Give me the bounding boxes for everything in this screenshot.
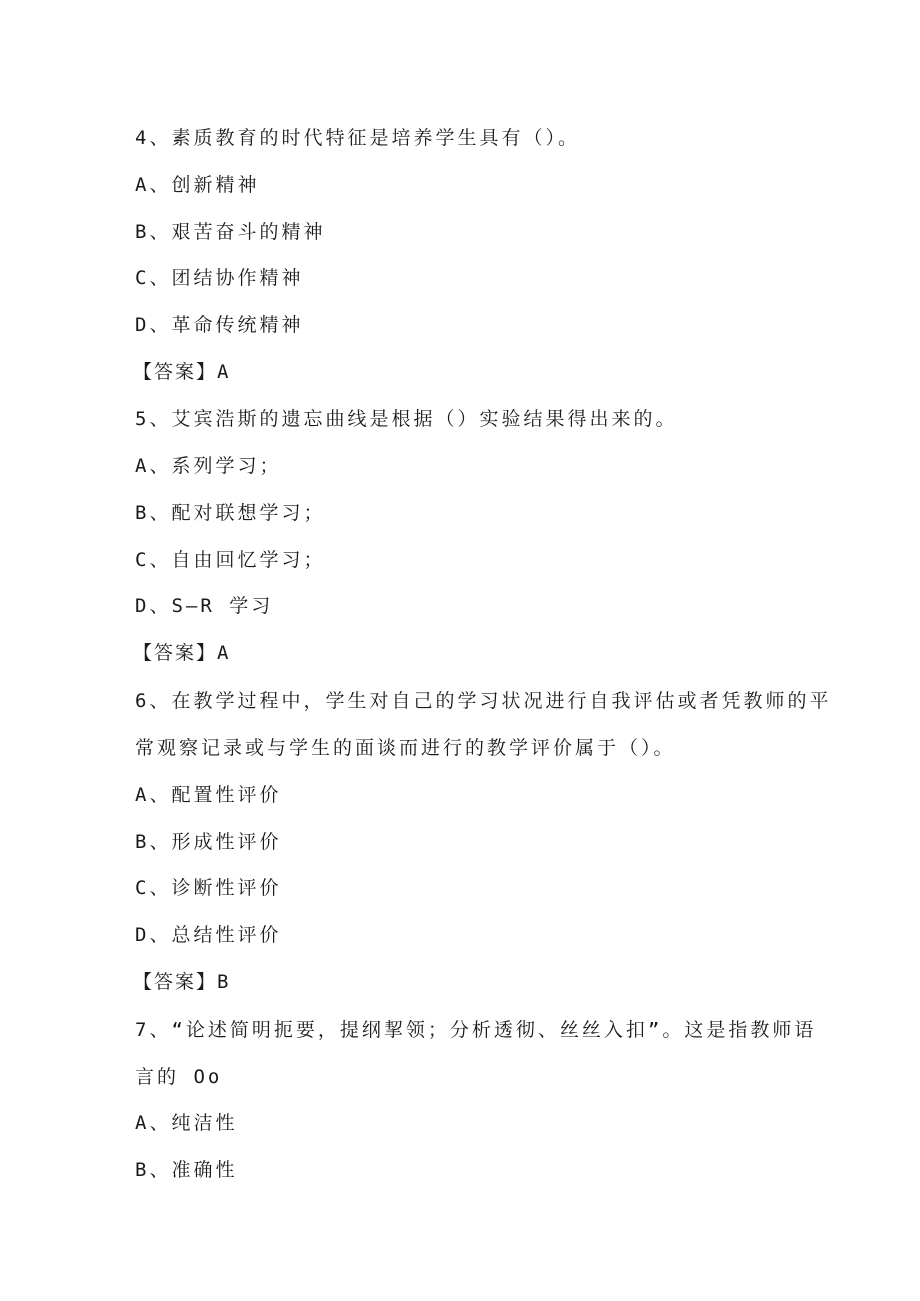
question-4-answer: 【答案】A xyxy=(133,361,231,383)
question-4-option-a: A、创新精神 xyxy=(135,174,260,196)
question-7-stem-line-1: 7、“论述简明扼要，提纲挈领；分析透彻、丝丝入扣”。这是指教师语 xyxy=(135,1019,817,1041)
question-7-option-a: A、纯洁性 xyxy=(135,1112,238,1134)
question-6-stem-line-1: 6、在教学过程中，学生对自己的学习状况进行自我评估或者凭教师的平 xyxy=(135,690,832,712)
question-5-option-a: A、系列学习； xyxy=(135,455,282,477)
question-4-option-b: B、艰苦奋斗的精神 xyxy=(135,221,326,243)
question-7-option-b: B、准确性 xyxy=(135,1159,238,1181)
question-5-option-d: D、S—R 学习 xyxy=(135,595,274,617)
question-5-answer: 【答案】A xyxy=(133,642,231,664)
question-5-option-b: B、配对联想学习； xyxy=(135,502,326,524)
question-6-option-b: B、形成性评价 xyxy=(135,831,282,853)
question-6-option-a: A、配置性评价 xyxy=(135,784,282,806)
question-6-option-d: D、总结性评价 xyxy=(135,924,282,946)
question-6-answer: 【答案】B xyxy=(133,971,231,993)
question-4-stem: 4、素质教育的时代特征是培养学生具有（）。 xyxy=(135,127,580,149)
question-6-stem-line-2: 常观察记录或与学生的面谈而进行的教学评价属于（）。 xyxy=(135,737,676,759)
question-5-option-c: C、自由回忆学习； xyxy=(135,549,326,571)
question-4-option-c: C、团结协作精神 xyxy=(135,267,304,289)
question-7-stem-line-2: 言的 Oo xyxy=(135,1066,223,1088)
question-6-option-c: C、诊断性评价 xyxy=(135,877,282,899)
question-5-stem: 5、艾宾浩斯的遗忘曲线是根据（）实验结果得出来的。 xyxy=(135,408,678,430)
question-4-option-d: D、革命传统精神 xyxy=(135,314,304,336)
